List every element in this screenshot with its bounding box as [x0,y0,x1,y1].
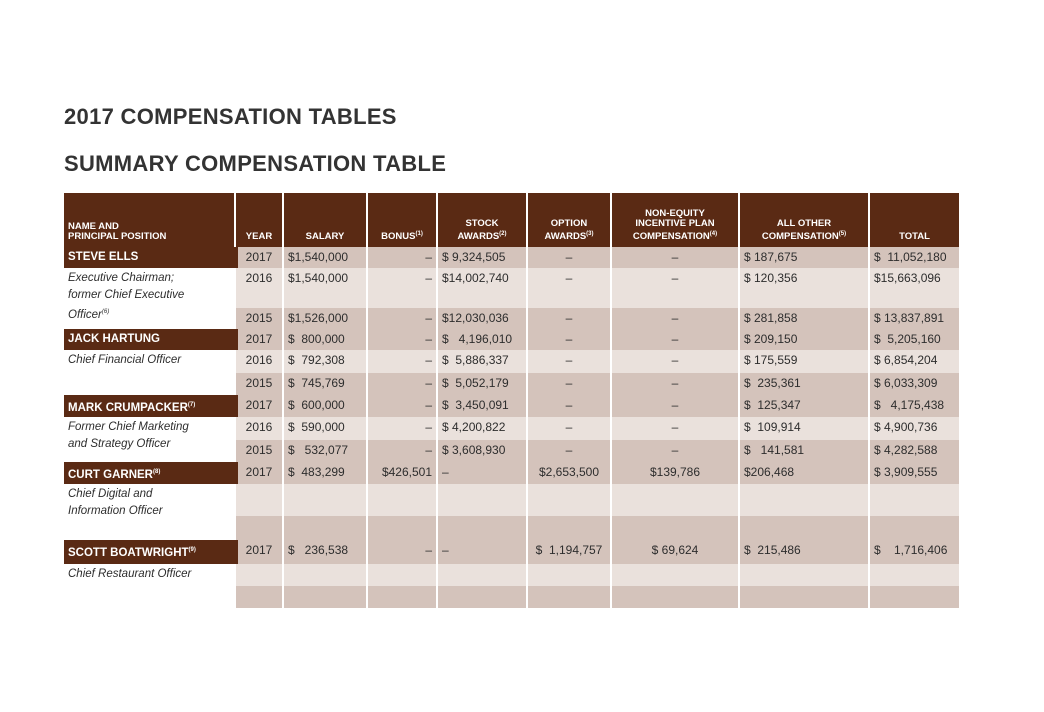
cell-total: $ 4,175,438 [874,398,945,412]
cell-total: $ 5,205,160 [874,332,941,346]
executive-name: JACK HARTUNG [64,329,238,350]
cell-year: 2017 [245,543,273,557]
cell-bonus: – [425,332,432,346]
summary-compensation-table [64,193,959,607]
header-total: TOTAL [899,231,930,242]
header-name: NAME AND PRINCIPAL POSITION [68,221,167,242]
cell-bonus: – [425,311,432,325]
cell-salary: $ 600,000 [288,398,345,412]
cell-other: $ 141,581 [744,443,805,457]
cell-option: – [565,376,573,390]
header-stock-awards: STOCK AWARDS$^{(2)}$ [457,217,507,242]
executive-position: Chief Digital and Information Officer [64,484,234,540]
executive-position: Chief Restaurant Officer [64,564,234,608]
cell-other: $ 120,356 [744,271,798,285]
cell-bonus: – [425,271,432,285]
cell-nonequity: – [671,311,679,325]
cell-bonus: – [425,250,432,264]
cell-option: – [565,271,573,285]
cell-nonequity: – [671,250,679,264]
cell-nonequity: – [671,353,679,367]
header-option-awards: OPTION AWARDS$^{(3)}$ [544,217,594,242]
cell-year: 2016 [245,420,273,434]
cell-other: $ 215,486 [744,543,801,557]
cell-option: – [565,332,573,346]
cell-stock: – [442,465,449,479]
cell-nonequity: – [671,443,679,457]
cell-total: $ 1,716,406 [874,543,948,557]
cell-option: $2,653,500 [538,465,600,479]
cell-option: – [565,353,573,367]
cell-salary: $ 745,769 [288,376,345,390]
cell-nonequity: $ 69,624 [651,543,699,557]
cell-total: $ 11,052,180 [874,250,947,264]
table-title: SUMMARY COMPENSATION TABLE [64,151,447,176]
cell-total: $ 4,900,736 [874,420,938,434]
cell-bonus: $426,501 [381,465,432,479]
cell-total: $ 6,854,204 [874,353,938,367]
cell-salary: $ 590,000 [288,420,345,434]
cell-salary: $ 483,299 [288,465,345,479]
cell-stock: $ 3,450,091 [442,398,509,412]
cell-salary: $1,526,000 [288,311,349,325]
cell-bonus: – [425,420,432,434]
cell-other: $206,468 [744,465,795,479]
cell-stock: $ 5,052,179 [442,376,509,390]
cell-year: 2015 [245,311,273,325]
cell-bonus: – [425,376,432,390]
executive-name: SCOTT BOATWRIGHT$^{(9)}$ [64,540,238,564]
cell-stock: – [442,543,449,557]
cell-bonus: – [425,443,432,457]
cell-total: $ 4,282,588 [874,443,938,457]
cell-bonus: – [425,398,432,412]
cell-year: 2016 [245,271,273,285]
cell-stock: $ 9,324,505 [442,250,506,264]
cell-stock: $ 4,200,822 [442,420,506,434]
cell-other: $ 109,914 [744,420,801,434]
executive-name: STEVE ELLS [64,247,238,268]
cell-nonequity: – [671,271,679,285]
cell-total: $ 13,837,891 [874,311,945,325]
cell-option: – [565,398,573,412]
cell-option: – [565,311,573,325]
cell-bonus: – [425,543,432,557]
cell-nonequity: – [671,332,679,346]
cell-stock: $14,002,740 [442,271,509,285]
cell-stock: $ 5,886,337 [442,353,509,367]
executive-position: Executive Chairman; former Chief Executive Officer$^{(6)}$ [64,268,234,329]
cell-total: $ 3,909,555 [874,465,938,479]
cell-year: 2015 [245,443,273,457]
cell-option: – [565,443,573,457]
cell-option: – [565,420,573,434]
header-non-equity: NON-EQUITY INCENTIVE PLAN COMPENSATION$^{(4)}$ [632,207,718,242]
header-year: YEAR [245,231,273,242]
cell-year: 2017 [245,398,273,412]
cell-option: – [565,250,573,264]
header-all-other: ALL OTHER COMPENSATION$^{(5)}$ [761,217,847,242]
cell-salary: $ 800,000 [288,332,345,346]
cell-salary: $1,540,000 [288,250,349,264]
cell-salary: $ 236,538 [288,543,349,557]
cell-stock: $ 4,196,010 [442,332,513,346]
cell-year: 2017 [245,465,273,479]
cell-other: $ 187,675 [744,250,798,264]
cell-other: $ 125,347 [744,398,801,412]
cell-other: $ 175,559 [744,353,798,367]
cell-year: 2015 [245,376,273,390]
header-salary: SALARY [305,231,345,242]
cell-option: $ 1,194,757 [535,543,603,557]
page-title: 2017 COMPENSATION TABLES [64,104,397,129]
cell-nonequity: – [671,398,679,412]
cell-year: 2017 [245,250,273,264]
cell-salary: $ 792,308 [288,353,345,367]
cell-salary: $ 532,077 [288,443,349,457]
executive-name: MARK CRUMPACKER$^{(7)}$ [64,395,238,417]
cell-nonequity: – [671,376,679,390]
cell-salary: $1,540,000 [288,271,349,285]
header-bonus: BONUS$^{(1)}$ [381,230,423,242]
cell-stock: $12,030,036 [442,311,509,325]
cell-other: $ 235,361 [744,376,801,390]
cell-total: $ 6,033,309 [874,376,938,390]
executive-name: CURT GARNER$^{(8)}$ [64,462,238,484]
executive-position: Chief Financial Officer [64,350,234,395]
cell-stock: $ 3,608,930 [442,443,506,457]
cell-bonus: – [425,353,432,367]
cell-nonequity: – [671,420,679,434]
cell-year: 2017 [245,332,273,346]
cell-total: $15,663,096 [874,271,941,285]
cell-nonequity: $139,786 [649,465,701,479]
table-header [64,193,959,247]
cell-year: 2016 [245,353,273,367]
executive-position: Former Chief Marketing and Strategy Officer [64,417,234,462]
cell-other: $ 281,858 [744,311,798,325]
cell-other: $ 209,150 [744,332,798,346]
